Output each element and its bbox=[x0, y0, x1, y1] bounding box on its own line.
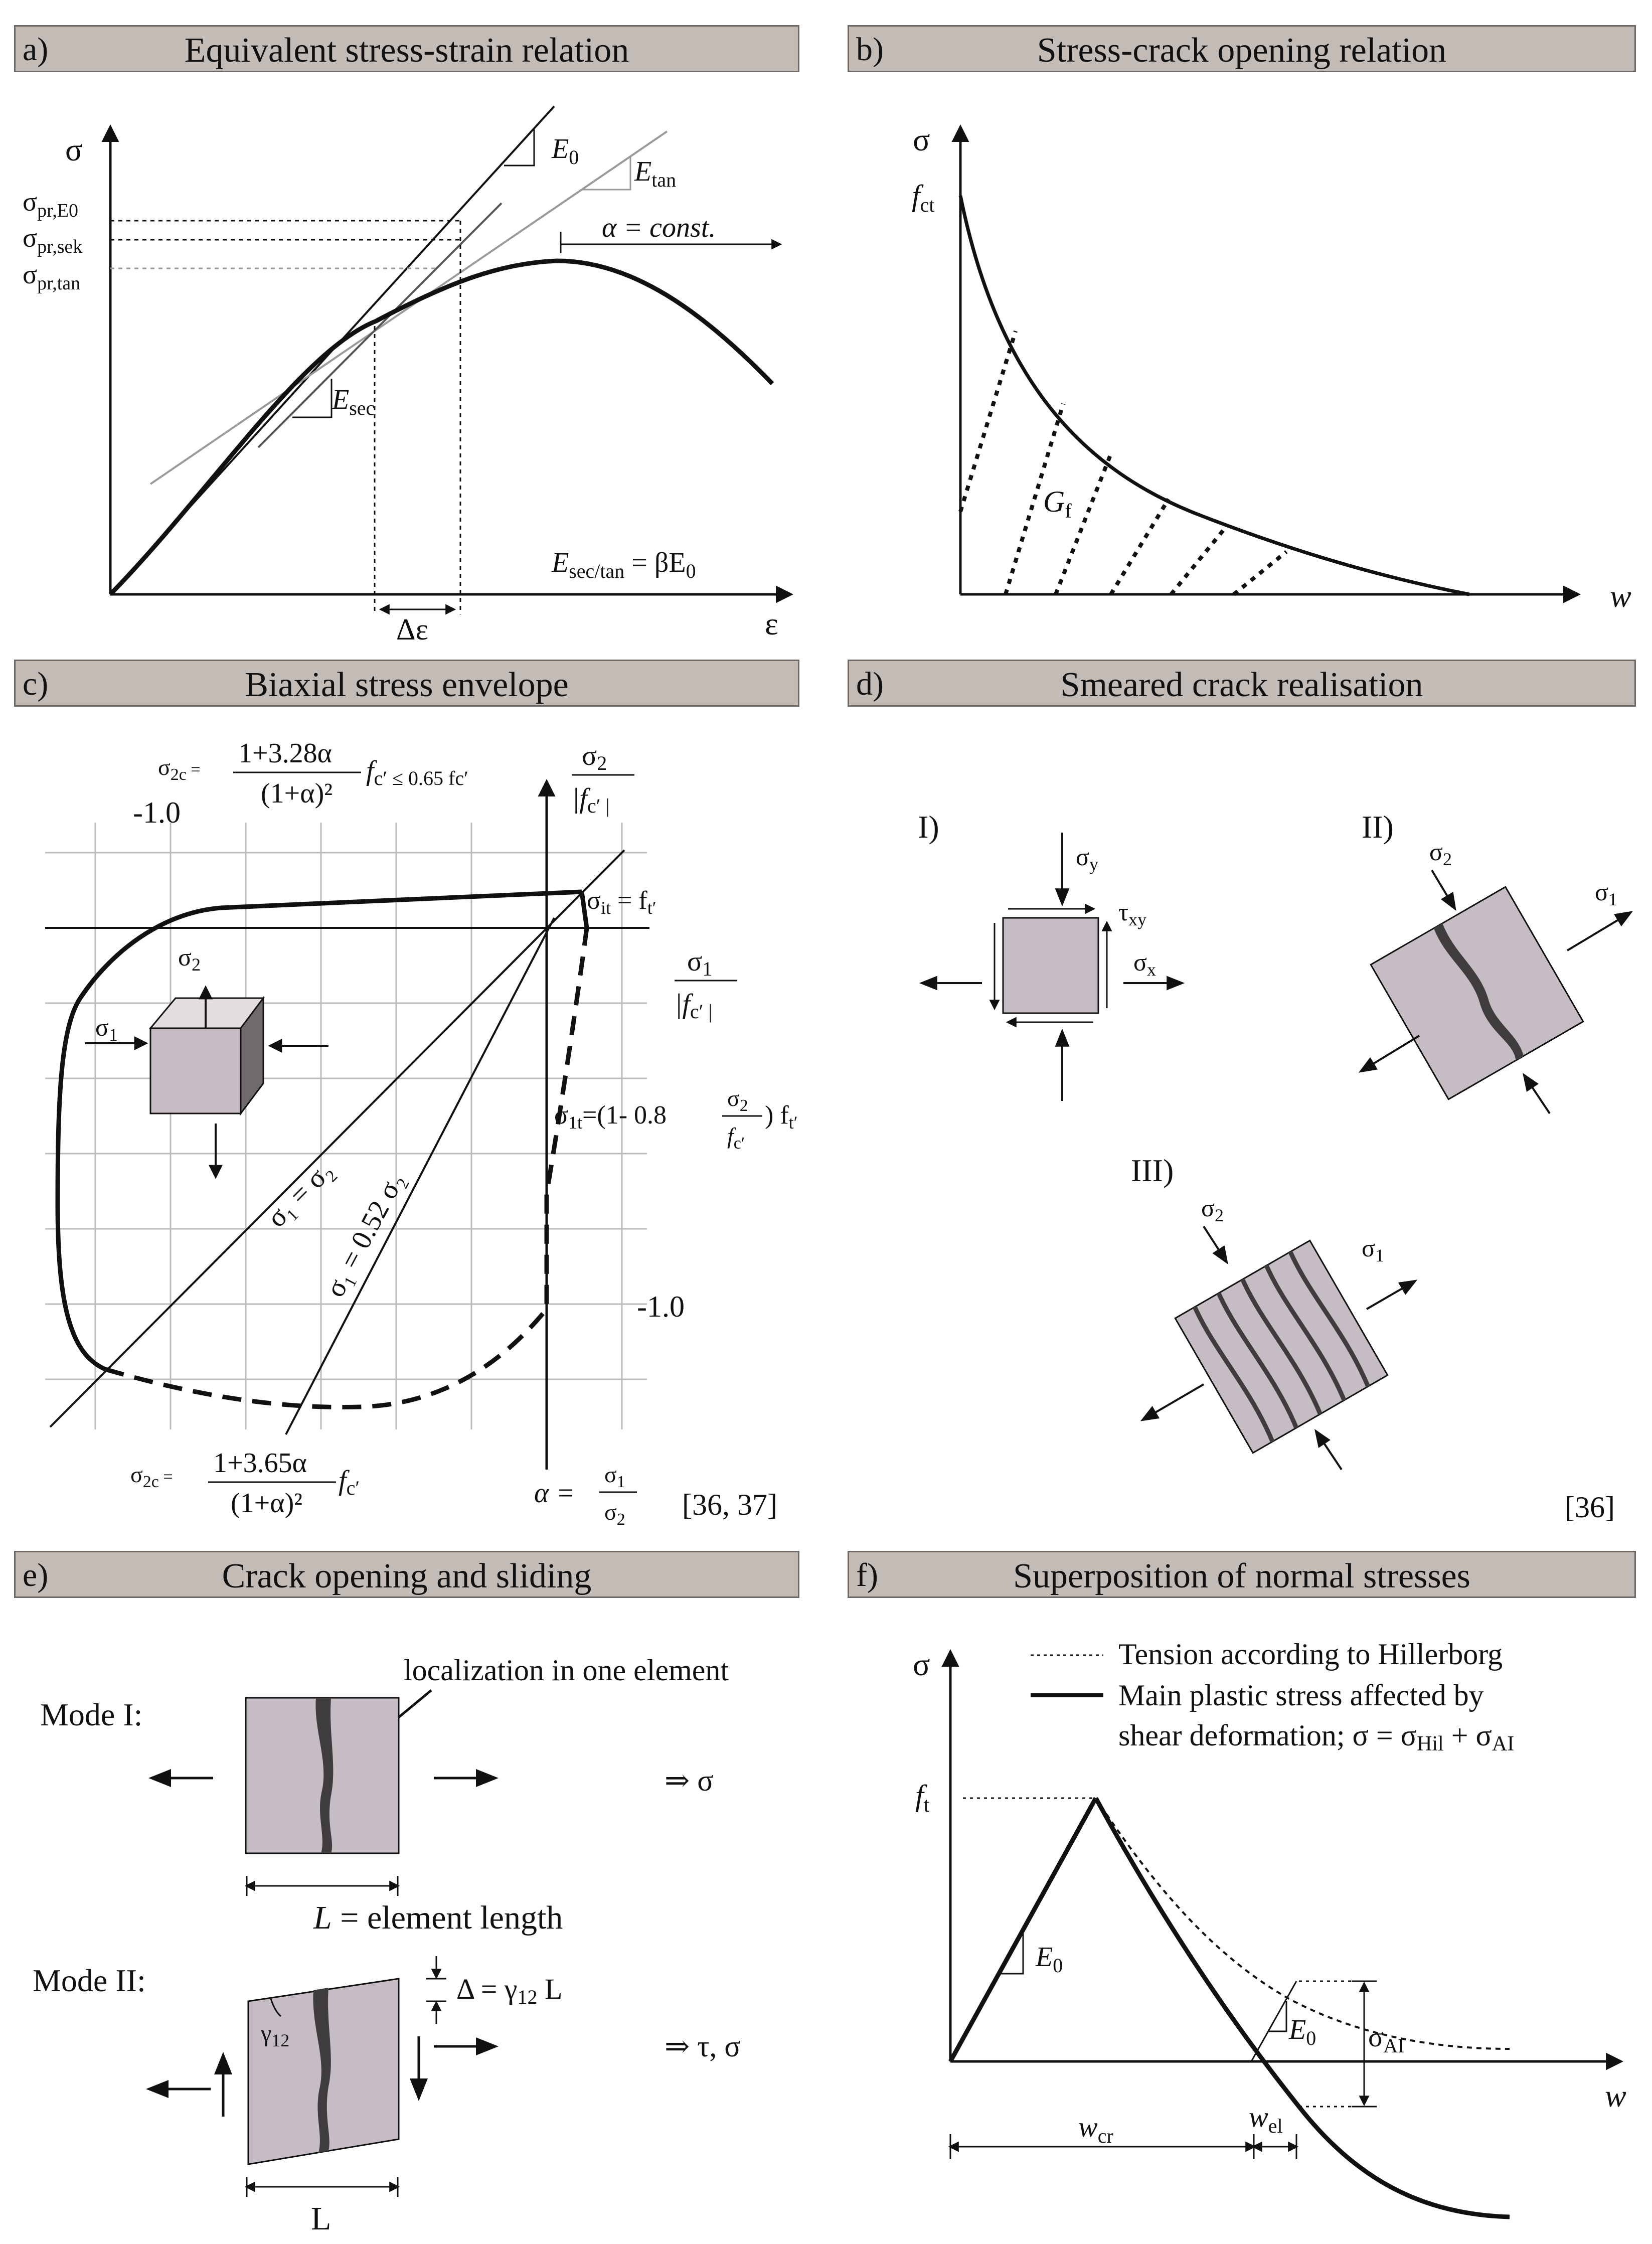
panel-c bbox=[45, 738, 798, 1529]
c-minus-one-right: -1.0 bbox=[637, 1290, 685, 1323]
a-tangent-etan-line bbox=[150, 131, 667, 484]
a-epsilon-label: ε bbox=[765, 606, 778, 642]
c-line2-label: σ₁ = 0.52 σ₂ bbox=[319, 1167, 411, 1303]
d-II-s2-top-arrow bbox=[1432, 870, 1454, 908]
panel-a bbox=[23, 106, 790, 646]
c-s1t-label: σ1t=(1- 0.8 bbox=[554, 1101, 667, 1133]
d-III-s1-left-arrow bbox=[1143, 1384, 1204, 1419]
panel-e bbox=[33, 1654, 741, 2237]
a-s-pr-e0-label: $\sigma_{pr,E0}$ bbox=[23, 187, 78, 221]
e-L-label: L bbox=[311, 2200, 332, 2237]
panel-f-letter: f) bbox=[856, 1557, 878, 1593]
e-gamma-label: $\gamma_{12}$ bbox=[261, 2020, 290, 2050]
f-wel-label: $w_{el}$ bbox=[1249, 2101, 1283, 2137]
c-line1-label: σ₁ = σ₂ bbox=[261, 1155, 340, 1234]
a-esec-label: $E_{sec}$ bbox=[332, 384, 375, 419]
d-II-s1-right-arrow bbox=[1567, 913, 1630, 950]
f-hillerborg-curve bbox=[1096, 1798, 1510, 2049]
panel-d-title: Smeared crack realisation bbox=[1060, 666, 1423, 704]
b-gf-label: $G_f$ bbox=[1043, 485, 1072, 522]
f-legend-2a: Main plastic stress affected by bbox=[1118, 1679, 1484, 1712]
b-fct-label: $f_{ct}$ bbox=[912, 179, 935, 216]
d-III-s2-label: $\sigma_2$ bbox=[1201, 1194, 1224, 1225]
d-label-I: I) bbox=[918, 809, 939, 845]
d-II-s1-left-arrow bbox=[1362, 1036, 1419, 1071]
e-arrow-sigma: ⇒ σ bbox=[665, 1764, 714, 1797]
c-eq-bot-num: 1+3.65α bbox=[213, 1448, 307, 1479]
c-alpha-den: $\sigma_2$ bbox=[604, 1499, 625, 1529]
d-sx-label: $\sigma_x$ bbox=[1133, 948, 1156, 980]
b-sigma-label: σ bbox=[913, 122, 930, 157]
c-cube bbox=[150, 998, 263, 1113]
panel-e-letter: e) bbox=[23, 1557, 49, 1593]
f-w-label: w bbox=[1605, 2078, 1626, 2114]
d-element-I bbox=[1003, 918, 1098, 1013]
b-w-label: w bbox=[1610, 578, 1631, 614]
a-secant-line bbox=[258, 203, 502, 447]
c-eq-bot-den: (1+α)² bbox=[231, 1488, 303, 1519]
panel-b-letter: b) bbox=[856, 31, 884, 68]
e-arrow-tau: ⇒ τ, σ bbox=[665, 2030, 741, 2063]
c-line-s1-eq-s2 bbox=[50, 850, 624, 1427]
d-III-s1-right-arrow bbox=[1367, 1281, 1414, 1309]
f-ft-label: $f_t$ bbox=[915, 1779, 930, 1817]
d-III-s2-top-arrow bbox=[1204, 1226, 1226, 1261]
c-eq-top-lhs: $\sigma_{2c}$ = bbox=[158, 754, 201, 784]
e-delta-label: Δ = γ12 L bbox=[456, 1973, 563, 2008]
panel-f bbox=[913, 1638, 1626, 2217]
c-s1t-frac-num: $\sigma_2$ bbox=[727, 1085, 748, 1115]
c-eq-top-num: 1+3.28α bbox=[238, 738, 332, 769]
c-ax1-den: |fc′ | bbox=[675, 989, 713, 1023]
c-ax2-den: |fc′ | bbox=[572, 783, 610, 817]
d-II-s2-bottom-arrow bbox=[1525, 1076, 1550, 1113]
panel-e-title: Crack opening and sliding bbox=[222, 1557, 592, 1595]
f-main-curve bbox=[1096, 1798, 1510, 2217]
c-cube-s2-label: $\sigma_2$ bbox=[178, 943, 201, 975]
e-localization-label: localization in one element bbox=[404, 1654, 729, 1687]
panel-c-title: Biaxial stress envelope bbox=[245, 666, 569, 704]
c-minus-one-left: -1.0 bbox=[133, 796, 181, 829]
f-wcr-label: $w_{cr}$ bbox=[1078, 2111, 1113, 2147]
f-sigma-label: σ bbox=[913, 1647, 930, 1682]
a-esec-triangle bbox=[292, 379, 332, 417]
b-softening-curve bbox=[960, 196, 1469, 594]
a-stress-strain-curve bbox=[110, 261, 772, 594]
panel-f-title: Superposition of normal stresses bbox=[1013, 1557, 1470, 1595]
panel-a-letter: a) bbox=[23, 31, 49, 68]
d-III-s2-bottom-arrow bbox=[1316, 1432, 1342, 1470]
d-txy-label: $\tau_{xy}$ bbox=[1118, 898, 1147, 929]
c-s1t-rhs: ) ft′ bbox=[765, 1101, 798, 1133]
a-etan-label: $E_{tan}$ bbox=[634, 156, 677, 191]
a-formula: $E_{sec/tan} = \beta E_0$ bbox=[552, 547, 696, 582]
e-element-length-label: L = element length bbox=[313, 1899, 563, 1936]
f-sai-label: $\sigma_{AI}$ bbox=[1368, 2022, 1405, 2057]
c-eq-bot-rhs: fc′ bbox=[339, 1465, 360, 1499]
a-delta-eps-label: Δε bbox=[396, 613, 428, 646]
panel-b bbox=[912, 122, 1631, 614]
c-envelope-solid-top bbox=[582, 892, 587, 928]
d-element-III bbox=[1175, 1240, 1387, 1453]
a-e0-label: $E_0$ bbox=[552, 133, 579, 169]
c-cube-s1-label: $\sigma_1$ bbox=[95, 1013, 118, 1045]
f-legend-2b: shear deformation; σ = σHil + σAI bbox=[1118, 1719, 1515, 1755]
d-element-II bbox=[1371, 887, 1583, 1099]
c-ref: [36, 37] bbox=[682, 1488, 777, 1521]
a-sigma-label: σ bbox=[65, 132, 83, 168]
a-s-pr-sek-label: $\sigma_{pr,sek}$ bbox=[23, 223, 83, 257]
d-label-II: II) bbox=[1362, 809, 1394, 845]
f-e0-label: $E_0$ bbox=[1036, 1942, 1063, 1977]
c-sit-label: σit = ft′ bbox=[587, 886, 656, 918]
c-alpha-num: $\sigma_1$ bbox=[604, 1462, 625, 1491]
a-s-pr-tan-label: $\sigma_{pr,tan}$ bbox=[23, 259, 81, 294]
d-II-s2-label: $\sigma_2$ bbox=[1429, 838, 1452, 869]
c-alpha-lhs: α = bbox=[534, 1478, 575, 1509]
e-mode1-label: Mode I: bbox=[40, 1697, 143, 1732]
f-e0b-label: $E_0$ bbox=[1289, 2014, 1316, 2049]
f-legend-1: Tension according to Hillerborg bbox=[1118, 1638, 1503, 1671]
panel-d bbox=[918, 809, 1630, 1524]
d-ref: [36] bbox=[1565, 1491, 1615, 1524]
c-eq-top-rhs: fc′ ≤ 0.65 fc′ bbox=[366, 755, 468, 789]
c-ax1-num: σ1 bbox=[687, 946, 713, 980]
d-III-s1-label: $\sigma_1$ bbox=[1362, 1234, 1384, 1265]
d-sy-label: $\sigma_y$ bbox=[1076, 843, 1098, 874]
c-ax2-num: σ2 bbox=[582, 740, 607, 774]
panel-a-title: Equivalent stress-strain relation bbox=[184, 31, 629, 70]
panel-b-title: Stress-crack opening relation bbox=[1037, 31, 1447, 70]
c-eq-top-den: (1+α)² bbox=[261, 778, 333, 809]
b-gf-hatching bbox=[960, 331, 1286, 594]
c-s1t-frac-den: $f_{c'}$ bbox=[727, 1123, 745, 1153]
d-label-III: III) bbox=[1131, 1153, 1174, 1188]
c-envelope-solid bbox=[58, 892, 582, 1369]
d-II-s1-label: $\sigma_1$ bbox=[1595, 878, 1617, 909]
panel-c-letter: c) bbox=[23, 666, 49, 702]
e-mode2-label: Mode II: bbox=[33, 1963, 146, 1998]
c-eq-bot-lhs: $\sigma_{2c}$ = bbox=[130, 1462, 173, 1491]
panel-d-letter: d) bbox=[856, 666, 884, 702]
a-alpha-const-label: α = const. bbox=[602, 212, 716, 243]
